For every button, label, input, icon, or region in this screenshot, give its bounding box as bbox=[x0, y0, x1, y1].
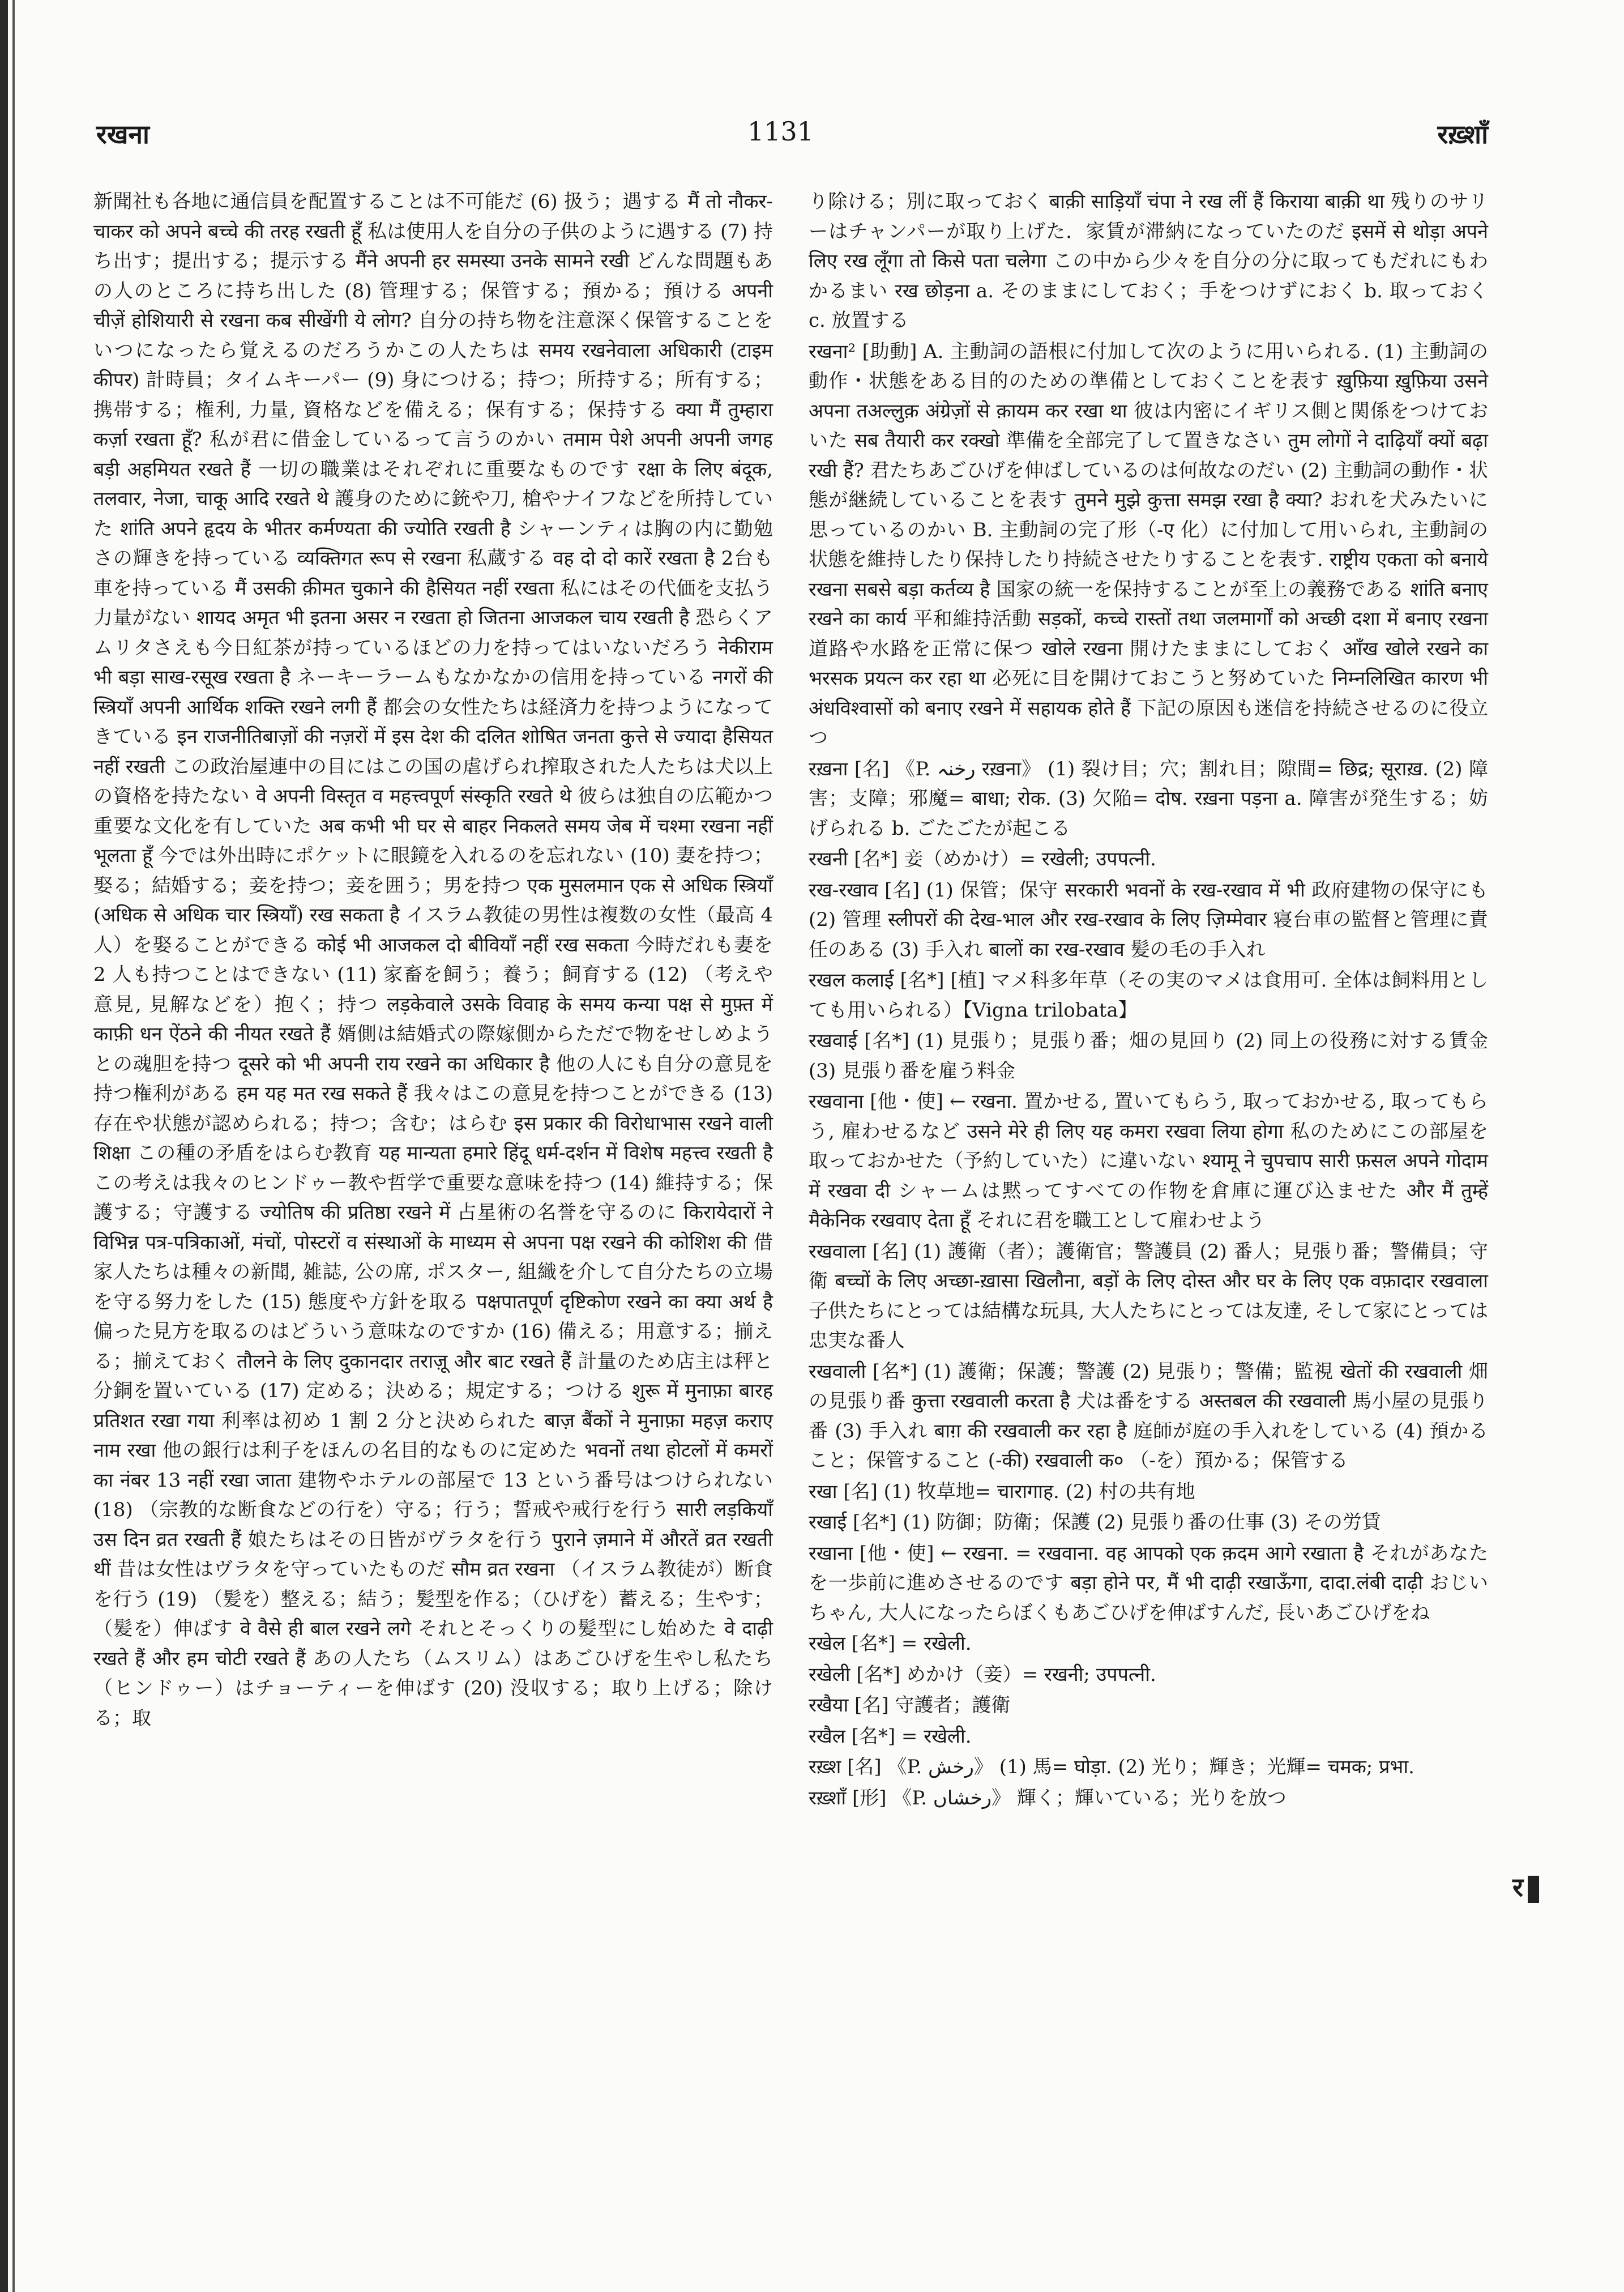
entry-continuation: り除ける；別に取っておく बाक़ी साड़ियाँ चंपा ने रख लीं हैं किराया बाक़ी था 残りのサリーはチャンパーが取り上げた．家賃が滞納になっていたのだ इसमें से थोड़ा अपने लिए रख लूँगा तो किसे पता चलेगा この中から少々を自分の分に取ってもだれにもわかるまい रख छोड़ना a. そのままにしておく；手をつけずにおく b. 取っておく c. 放置する bbox=[809, 190, 1488, 332]
entry-rakhvala: रखवाला [名] (1) 護衛（者）；護衛官；警護員 (2) 番人；見張り番；警備員；守衛 बच्चों के लिए अच्छा-ख़ासा खिलौना, बड़ों के लिए दोस्त और घर के लिए एक वफ़ादार रखवाला 子供たちにとっては結構な玩具, 大人たちにとっては友達, そして家にとっては忠実な番人 bbox=[809, 1240, 1488, 1352]
entry-rakheli: रखेली [名*] めかけ（妾）= रखनी; उपपत्नी. bbox=[809, 1663, 1156, 1686]
entry-rakhal-kalai: रखल कलाई [名*] [植] マメ科多年草（その実のマメは食用可. 全体は飼料用としても用いられる）【Vigna trilobata】 bbox=[809, 969, 1488, 1022]
entry-rakhana: रखाना [他・使] ← रखना. = रखवाना. वह आपको एक क़दम आगे रखाता है それがあなたを一歩前に進めさせるのです बड़ा होने पर, मैं भी दाढ़ी रखाऊँगा, दादा.लंबी दाढ़ी おじいちゃん, 大人になったらぼくもあごひげを伸ばすんだ, 長いあごひげをね bbox=[809, 1542, 1488, 1624]
entry-rakhna-2: रखना² [助動] A. 主動詞の語根に付加して次のように用いられる. (1) 主動詞の動作・状態をある目的のための準備としておくことを表す ख़ुफ़िया ख़ुफ़िया उसने अपना तअल्लुक़ अंग्रेज़ों से क़ायम कर रखा था 彼は内密にイギリス側と関係をつけておいた सब तैयारी कर रक्खो 準備を全部完了して置きなさい तुम लोगों ने दाढ़ियाँ क्यों बढ़ा रखी हैं? 君たちあごひげを伸ばしているのは何故なのだい (2) 主動詞の動作・状態が継続していることを表す तुमने मुझे कुत्ता समझ रखा है क्या? おれを犬みたいに思っているのかい B. 主動詞の完了形（-ए 化）に付加して用いられ, 主動詞の状態を維持したり保持したり持続させたりすることを表す. राष्ट्रीय एकता को बनाये रखना सबसे बड़ा कर्तव्य है 国家の統一を保持することが至上の義務である शांति बनाए रखने का कार्य 平和維持活動 सड़कों, कच्चे रास्तों तथा जलमार्गों को अच्छी दशा में बनाए रखना 道路や水路を正常に保つ खोले रखना 開けたままにしておく आँख खोले रखने का भरसक प्रयत्न कर रहा था 必死に目を開けておこうと努めていた निम्नलिखित कारण भी अंधविश्वासों को बनाए रखने में सहायक होते हैं 下記の原因も迷信を持続させるのに役立つ bbox=[809, 340, 1488, 749]
page-header bbox=[0, 116, 1624, 161]
page-number: 1131 bbox=[747, 116, 814, 147]
entry-rakhna-persian: रख़ना [名] 《P. رخنہ रख़ना》 (1) 裂け目；穴；割れ目；隙間= छिद्र; सूराख़. (2) 障害；支障；邪魔= बाधा; रोक. (3) 欠陥= दोष. रख़ना पड़ना a. 障害が発生する；妨げられる b. ごたごたが起こる bbox=[809, 757, 1488, 840]
entry-rakhail: रखैल [名*] = रखेली. bbox=[809, 1725, 972, 1748]
thumb-index-letter: र bbox=[1512, 1872, 1523, 1902]
entry-rakhshan: रख़्शाँ [形] 《P. رخشاں》 輝く；輝いている；光りを放つ bbox=[809, 1786, 1287, 1809]
entry-rakhel: रखेल [名*] = रखेली. bbox=[809, 1632, 972, 1655]
entry-rakha: रखा [名] (1) 牧草地= चारागाह. (2) 村の共有地 bbox=[809, 1480, 1195, 1503]
left-guide-word: रखना bbox=[96, 119, 149, 150]
entry-rakhsh: रख़्श [名] 《P. رخش》 (1) 馬= घोड़ा. (2) 光り；輝き；光輝= चमक; प्रभा. bbox=[809, 1756, 1414, 1778]
entry-rakh-rakhav: रख-रखाव [名] (1) 保管；保守 सरकारी भवनों के रख-रखाव में भी 政府建物の保守にも (2) 管理 स्लीपरों की देख-भाल और रख-रखाव के लिए ज़िम्मेवार 寝台車の監督と管理に責任のある (3) 手入れ बालों का रख-रखाव 髪の毛の手入れ bbox=[809, 878, 1488, 961]
left-column bbox=[93, 187, 773, 1733]
book-spine-shadow bbox=[0, 0, 8, 2292]
entry-rakhvali: रखवाली [名*] (1) 護衛；保護；警護 (2) 見張り；警備；監視 खेतों की रखवाली 畑の見張り番 कुत्ता रखवाली करता है 犬は番をする अस्तबल की रखवाली 馬小屋の見張り番 (3) 手入れ बाग़ की रखवाली कर रहा है 庭師が庭の手入れをしている (4) 預かること；保管すること (-की) रखवाली क० （-を）預かる；保管する bbox=[809, 1360, 1488, 1472]
right-column bbox=[809, 187, 1488, 1814]
entry-rakhvai: रखवाई [名*] (1) 見張り；見張り番；畑の見回り (2) 同上の役務に対する賃金 (3) 見張り番を雇う料金 bbox=[809, 1030, 1488, 1082]
entry-rakhaiya: रखैया [名] 守護者；護衛 bbox=[809, 1694, 1011, 1717]
right-guide-word: रख़्शाँ bbox=[1437, 119, 1488, 150]
entry-rakhai: रखाई [名*] (1) 防御；防衛；保護 (2) 見張り番の仕事 (3) その労賃 bbox=[809, 1511, 1381, 1534]
thumb-index-marker bbox=[1528, 1876, 1539, 1903]
thumb-index-tab bbox=[1512, 1869, 1539, 1904]
entry-rakhni: रखनी [名*] 妾（めかけ）= रखेली; उपपत्नी. bbox=[809, 848, 1156, 870]
entry-continuation-rakhna: 新聞社も各地に通信員を配置することは不可能だ (6) 扱う；遇する मैं तो नौकर-चाकर को अपने बच्चे की तरह रखती हूँ 私は使用人を自分の子供のように遇する (7) 持ち出す；提出する；提示する मैंने अपनी हर समस्या उनके सामने रखी どんな問題もあの人のところに持ち出した (8) 管理する；保管する；預かる；預ける अपनी चीज़ें होशियारी से रखना कब सीखेंगी ये लोग? 自分の持ち物を注意深く保管することをいつになったら覚えるのだろうかこの人たちは समय रखनेवाला अधिकारी (टाइम कीपर) 計時員；タイムキーパー (9) 身につける；持つ；所持する；所有する；携帯する；権利, 力量, 資格などを備える；保有する；保持する क्या मैं तुम्हारा कर्ज़ा रखता हूँ? 私が君に借金しているって言うのかい तमाम पेशे अपनी अपनी जगह बड़ी अहमियत रखते हैं 一切の職業はそれぞれに重要なものです रक्षा के लिए बंदूक, तलवार, नेजा, चाकू आदि रखते थे 護身のために銃や刀, 槍やナイフなどを所持していた शांति अपने हृदय के भीतर कर्मण्यता की ज्योति रखती है シャーンティは胸の内に勤勉さの輝きを持っている व्यक्तिगत रूप से रखना 私蔵する वह दो दो कारें रखता है 2台も車を持っている मैं उसकी क़ीमत चुकाने की हैसियत नहीं रखता 私にはその代価を支払う力量がない शायद अमृत भी इतना असर न रखता हो जितना आजकल चाय रखती है 恐らくアムリタさえも今日紅茶が持っているほどの力を持ってはいないだろう नेकीराम भी बड़ा साख-रसूख रखता है ネーキーラームもなかなかの信用を持っている नगरों की स्त्रियाँ अपनी आर्थिक शक्ति रखने लगी हैं 都会の女性たちは経済力を持つようになってきている इन राजनीतिबाज़ों की नज़रों में इस देश की दलित शोषित जनता कुत्ते से ज्यादा हैसियत नहीं रखती この政治屋連中の目にはこの国の虐げられ搾取された人たちは犬以上の資格を持たない वे अपनी विस्तृत व महत्त्वपूर्ण संस्कृति रखते थे 彼らは独自の広範かつ重要な文化を有していた अब कभी भी घर से बाहर निकलते समय जेब में चश्मा रखना नहीं भूलता हूँ 今では外出時にポケットに眼鏡を入れるのを忘れない (10) 妻を持つ；娶る；結婚する；妾を持つ；妾を囲う；男を持つ एक मुसलमान एक से अधिक स्त्रियाँ (अधिक से अधिक चार स्त्रियाँ) रख सकता है イスラム教徒の男性は複数の女性（最高 4 人）を娶ることができる कोई भी आजकल दो बीवियाँ नहीं रख सकता 今時だれも妻を 2 人も持つことはできない (11) 家畜を飼う；養う；飼育する (12) （考えや意見, 見解などを）抱く；持つ लड़केवाले उसके विवाह के समय कन्या पक्ष से मुफ़्त में काफ़ी धन ऐंठने की नीयत रखते हैं 婿側は結婚式の際嫁側からただで物をせしめようとの魂胆を持つ दूसरे को भी अपनी राय रखने का अधिकार है 他の人にも自分の意見を持つ権利がある हम यह मत रख सकते हैं 我々はこの意見を持つことができる (13) 存在や状態が認められる；持つ；含む；はらむ इस प्रकार की विरोधाभास रखने वाली शिक्षा この種の矛盾をはらむ教育 यह मान्यता हमारे हिंदू धर्म-दर्शन में विशेष महत्त्व रखती है この考えは我々のヒンドゥー教や哲学で重要な意味を持つ (14) 維持する；保護する；守護する ज्योतिष की प्रतिष्ठा रखने में 占星術の名誉を守るのに किरायेदारों ने विभिन्न पत्र-पत्रिकाओं, मंचों, पोस्टरों व संस्थाओं के माध्यम से अपना पक्ष रखने की कोशिश की 借家人たちは種々の新聞, 雑誌, 公の席, ポスター, 組織を介して自分たちの立場を守る努力をした (15) 態度や方針を取る पक्षपातपूर्ण दृष्टिकोण रखने का क्या अर्थ है 偏った見方を取るのはどういう意味なのですか (16) 備える；用意する；揃える；揃えておく तौलने के लिए दुकानदार तराज़ू और बाट रखते हैं 計量のため店主は秤と分銅を置いている (17) 定める；決める；規定する；つける शुरू में मुनाफ़ा बारह प्रतिशत रखा गया 利率は初め 1 割 2 分と決められた बाज़ बैंकों ने मुनाफ़ा महज़ कराए नाम रखा 他の銀行は利子をほんの名目的なものに定めた भवनों तथा होटलों में कमरों का नंबर 13 नहीं रखा जाता 建物やホテルの部屋で 13 という番号はつけられない (18) （宗教的な断食などの行を）守る；行う；誓戒や戒行を行う सारी लड़कियाँ उस दिन व्रत रखती हैं 娘たちはその日皆がヴラタを行う पुराने ज़माने में औरतें व्रत रखती थीं 昔は女性はヴラタを守っていたものだ सौम व्रत रखना （イスラム教徒が）断食を行う (19) （髪を）整える；結う；髪型を作る；（ひげを）蓄える；生やす；（髪を）伸ばす वे वैसे ही बाल रखने लगे それとそっくりの髪型にし始めた वे दाढ़ी रखते हैं और हम चोटी रखते हैं あの人たち（ムスリム）はあごひげを生やし私たち（ヒンドゥー）はチョーティーを伸ばす (20) 没収する；取り上げる；除ける；取 bbox=[93, 190, 773, 1730]
book-spine-edge bbox=[12, 0, 15, 2292]
entry-rakhvana: रखवाना [他・使] ← रखना. 置かせる, 置いてもらう, 取っておかせる, 取ってもらう, 雇わせるなど उसने मेरे ही लिए यह कमरा रखवा लिया होगा 私のためにこの部屋を取っておかせた（予約していた）に違いない श्यामू ने चुपचाप सारी फ़सल अपने गोदाम में रखवा दी シャームは黙ってすべての作物を倉庫に運び込ませた और मैं तुम्हें मैकेनिक रखवाए देता हूँ それに君を職工として雇わせよう bbox=[809, 1090, 1488, 1232]
